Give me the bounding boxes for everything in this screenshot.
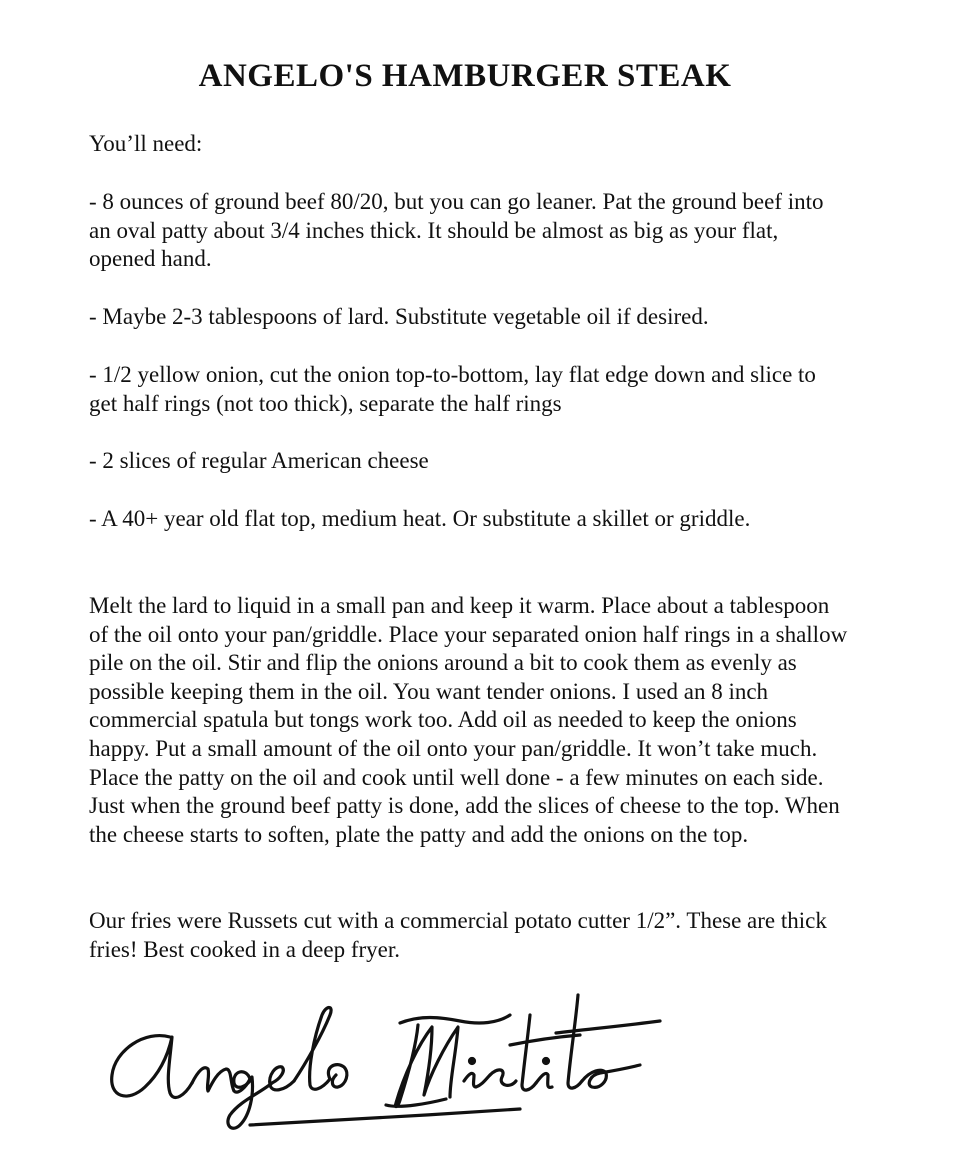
ingredients-intro: You’ll need: <box>89 131 203 156</box>
fries-note: Our fries were Russets cut with a commercial potato cutter 1/2”. These are thick fries! Best cooked in a deep fryer. <box>89 908 827 962</box>
handwritten-signature-icon <box>100 975 820 1145</box>
ingredient-flat-top: - A 40+ year old flat top, medium heat. Or substitute a skillet or griddle. <box>89 506 751 531</box>
ingredient-lard: - Maybe 2-3 tablespoons of lard. Substitute vegetable oil if desired. <box>89 304 709 329</box>
recipe-title: ANGELO'S HAMBURGER STEAK <box>198 58 732 94</box>
ingredient-ground-beef: - 8 ounces of ground beef 80/20, but you can go leaner. Pat the ground beef into an oval patty about 3/4 inches thick. It should be almost as big as your flat, opened hand. <box>89 189 824 272</box>
ingredient-cheese: - 2 slices of regular American cheese <box>89 448 429 473</box>
ingredient-onion: - 1/2 yellow onion, cut the onion top-to-bottom, lay flat edge down and slice to get half rings (not too thick), separate the half rings <box>89 362 816 416</box>
cooking-instructions: Melt the lard to liquid in a small pan and keep it warm. Place about a tablespoon of the oil onto your pan/griddle. Place your separated onion half rings in a shallow pile on the oil. Stir and flip the onions around a bit to cook them as evenly as possible keeping them in the oil. You want tender onions. I used an 8 inch commercial spatula but tongs work too. Add oil as needed to keep the onions happy. Put a small amount of the oil onto your pan/griddle. It won’t take much. Place the patty on the oil and cook until well done - a few minutes on each side. Just when the ground beef patty is done, add the slices of cheese to the top. When the cheese starts to soften, plate the patty and add the onions on the top. <box>89 593 848 847</box>
